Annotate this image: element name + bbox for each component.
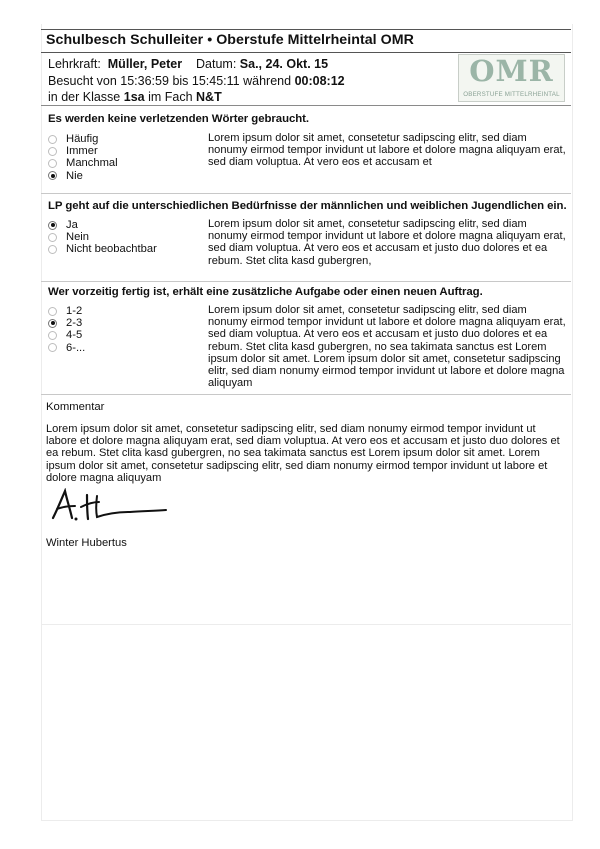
option-label: 4-5 — [66, 329, 83, 342]
option-nie[interactable] — [48, 170, 118, 182]
signer-name: Winter Hubertus — [46, 537, 127, 549]
school-logo — [458, 54, 565, 102]
visit-start: 15:36:59 — [120, 73, 169, 88]
radio-unchecked-icon[interactable] — [48, 343, 57, 352]
header-divider — [41, 105, 571, 106]
question-divider — [41, 394, 571, 395]
option-label: Manchmal — [66, 157, 118, 170]
radio-unchecked-icon[interactable] — [48, 307, 57, 316]
option-label: 6-... — [66, 341, 86, 354]
teacher-date-row — [48, 56, 345, 73]
question-2-title: LP geht auf die unterschiedlichen Bedürfnisse der männlichen und weiblichen Jugendlichen ein. — [48, 200, 567, 212]
signature-image — [50, 488, 170, 524]
subject-value: N&T — [196, 90, 222, 104]
radio-unchecked-icon[interactable] — [48, 233, 57, 242]
option-label: Nicht beobachtbar — [66, 243, 157, 256]
class-subject-row — [48, 89, 345, 106]
question-2-note: Lorem ipsum dolor sit amet, consetetur sadipscing elitr, sed diam nonumy eirmod tempor invidunt ut labore et dolore magna aliquyam erat, sed diam voluptua. At vero eos et accusam et justo duo dolores et ea rebum. Stet clita kasd gubergren, — [208, 218, 566, 267]
visit-duration: 00:08:12 — [294, 73, 345, 88]
radio-unchecked-icon[interactable] — [48, 245, 57, 254]
radio-checked-icon[interactable] — [48, 171, 57, 180]
date-label: Datum: — [196, 57, 237, 71]
visit-during: während — [243, 73, 292, 88]
option-nicht-beobachtbar[interactable] — [48, 243, 157, 255]
question-1-note: Lorem ipsum dolor sit amet, consetetur sadipscing elitr, sed diam nonumy eirmod tempor invidunt ut labore et dolore magna aliquyam erat, sed diam voluptua. At vero eos et accusam et — [208, 132, 566, 169]
radio-unchecked-icon[interactable] — [48, 147, 57, 156]
option-ja[interactable] — [48, 219, 157, 231]
title-bar — [41, 29, 571, 53]
visit-end: 15:45:11 — [191, 73, 240, 88]
visit-time-row — [48, 73, 345, 90]
option-label: Häufig — [66, 133, 99, 145]
visit-info — [48, 56, 345, 106]
option-label: Ja — [66, 219, 78, 231]
option-manchmal[interactable] — [48, 157, 118, 169]
option-4-5[interactable] — [48, 329, 85, 341]
document-title: Schulbesch Schulleiter • Oberstufe Mittelrheintal OMR — [46, 32, 414, 48]
radio-unchecked-icon[interactable] — [48, 135, 57, 144]
option-label: 2-3 — [66, 317, 83, 330]
radio-checked-icon[interactable] — [48, 319, 57, 328]
question-3-note: Lorem ipsum dolor sit amet, consetetur sadipscing elitr, sed diam nonumy eirmod tempor invidunt ut labore et dolore magna aliquyam erat, sed diam voluptua. At vero eos et accusam et justo duo dolores et ea rebum. Stet clita kasd gubergren, no sea takimata sanctus est Lorem ipsum dolor sit amet. Lorem ipsum dolor sit amet, consetetur sadipscing elitr, sed diam nonumy eirmod tempor invidunt ut labore et dolore magna aliquyam — [208, 304, 566, 390]
date-value: Sa., 24. Okt. 15 — [239, 57, 329, 71]
visit-prefix: Besucht von — [48, 73, 117, 88]
option-nein[interactable] — [48, 231, 157, 243]
class-value: 1sa — [123, 90, 145, 104]
option-label: 1-2 — [66, 305, 83, 317]
option-1-2[interactable] — [48, 305, 85, 317]
lower-divider — [41, 624, 571, 625]
option-label: Nie — [66, 169, 83, 182]
logo-subtitle: OBERSTUFE MITTELRHEINTAL — [463, 91, 560, 98]
radio-unchecked-icon[interactable] — [48, 159, 57, 168]
question-divider — [41, 193, 571, 194]
radio-checked-icon[interactable] — [48, 221, 57, 230]
logo-mark: OMR — [469, 54, 554, 88]
comment-label: Kommentar — [46, 401, 105, 413]
class-prefix: in der Klasse — [48, 90, 121, 104]
option-haeufig[interactable] — [48, 133, 118, 145]
subject-prefix: im Fach — [148, 90, 193, 104]
question-divider — [41, 281, 571, 282]
question-3-title: Wer vorzeitig fertig ist, erhält eine zusätzliche Aufgabe oder einen neuen Auftrag. — [48, 286, 483, 298]
visit-to: bis — [172, 73, 189, 88]
question-3-options — [48, 305, 85, 354]
radio-unchecked-icon[interactable] — [48, 331, 57, 340]
teacher-label: Lehrkraft: — [48, 57, 101, 71]
option-2-3[interactable] — [48, 317, 85, 329]
comment-text: Lorem ipsum dolor sit amet, consetetur sadipscing elitr, sed diam nonumy eirmod tempor invidunt ut labore et dolore magna aliquyam erat, sed diam voluptua. At vero eos et accusam et justo duo dolores et ea rebum. Stet clita kasd gubergren, no sea takimata sanctus est Lorem ipsum dolor sit amet. Lorem ipsum dolor sit amet, consetetur sadipscing elitr, sed diam nonumy eirmod tempor invidunt ut labore et dolore magna aliquyam — [46, 423, 560, 484]
option-6-plus[interactable] — [48, 342, 85, 354]
option-label: Immer — [66, 145, 98, 158]
question-2-options — [48, 219, 157, 256]
question-1-options — [48, 133, 118, 182]
question-1-title: Es werden keine verletzenden Wörter gebraucht. — [48, 113, 310, 125]
option-label: Nein — [66, 231, 90, 244]
teacher-name: Müller, Peter — [107, 57, 183, 71]
option-immer[interactable] — [48, 145, 118, 157]
